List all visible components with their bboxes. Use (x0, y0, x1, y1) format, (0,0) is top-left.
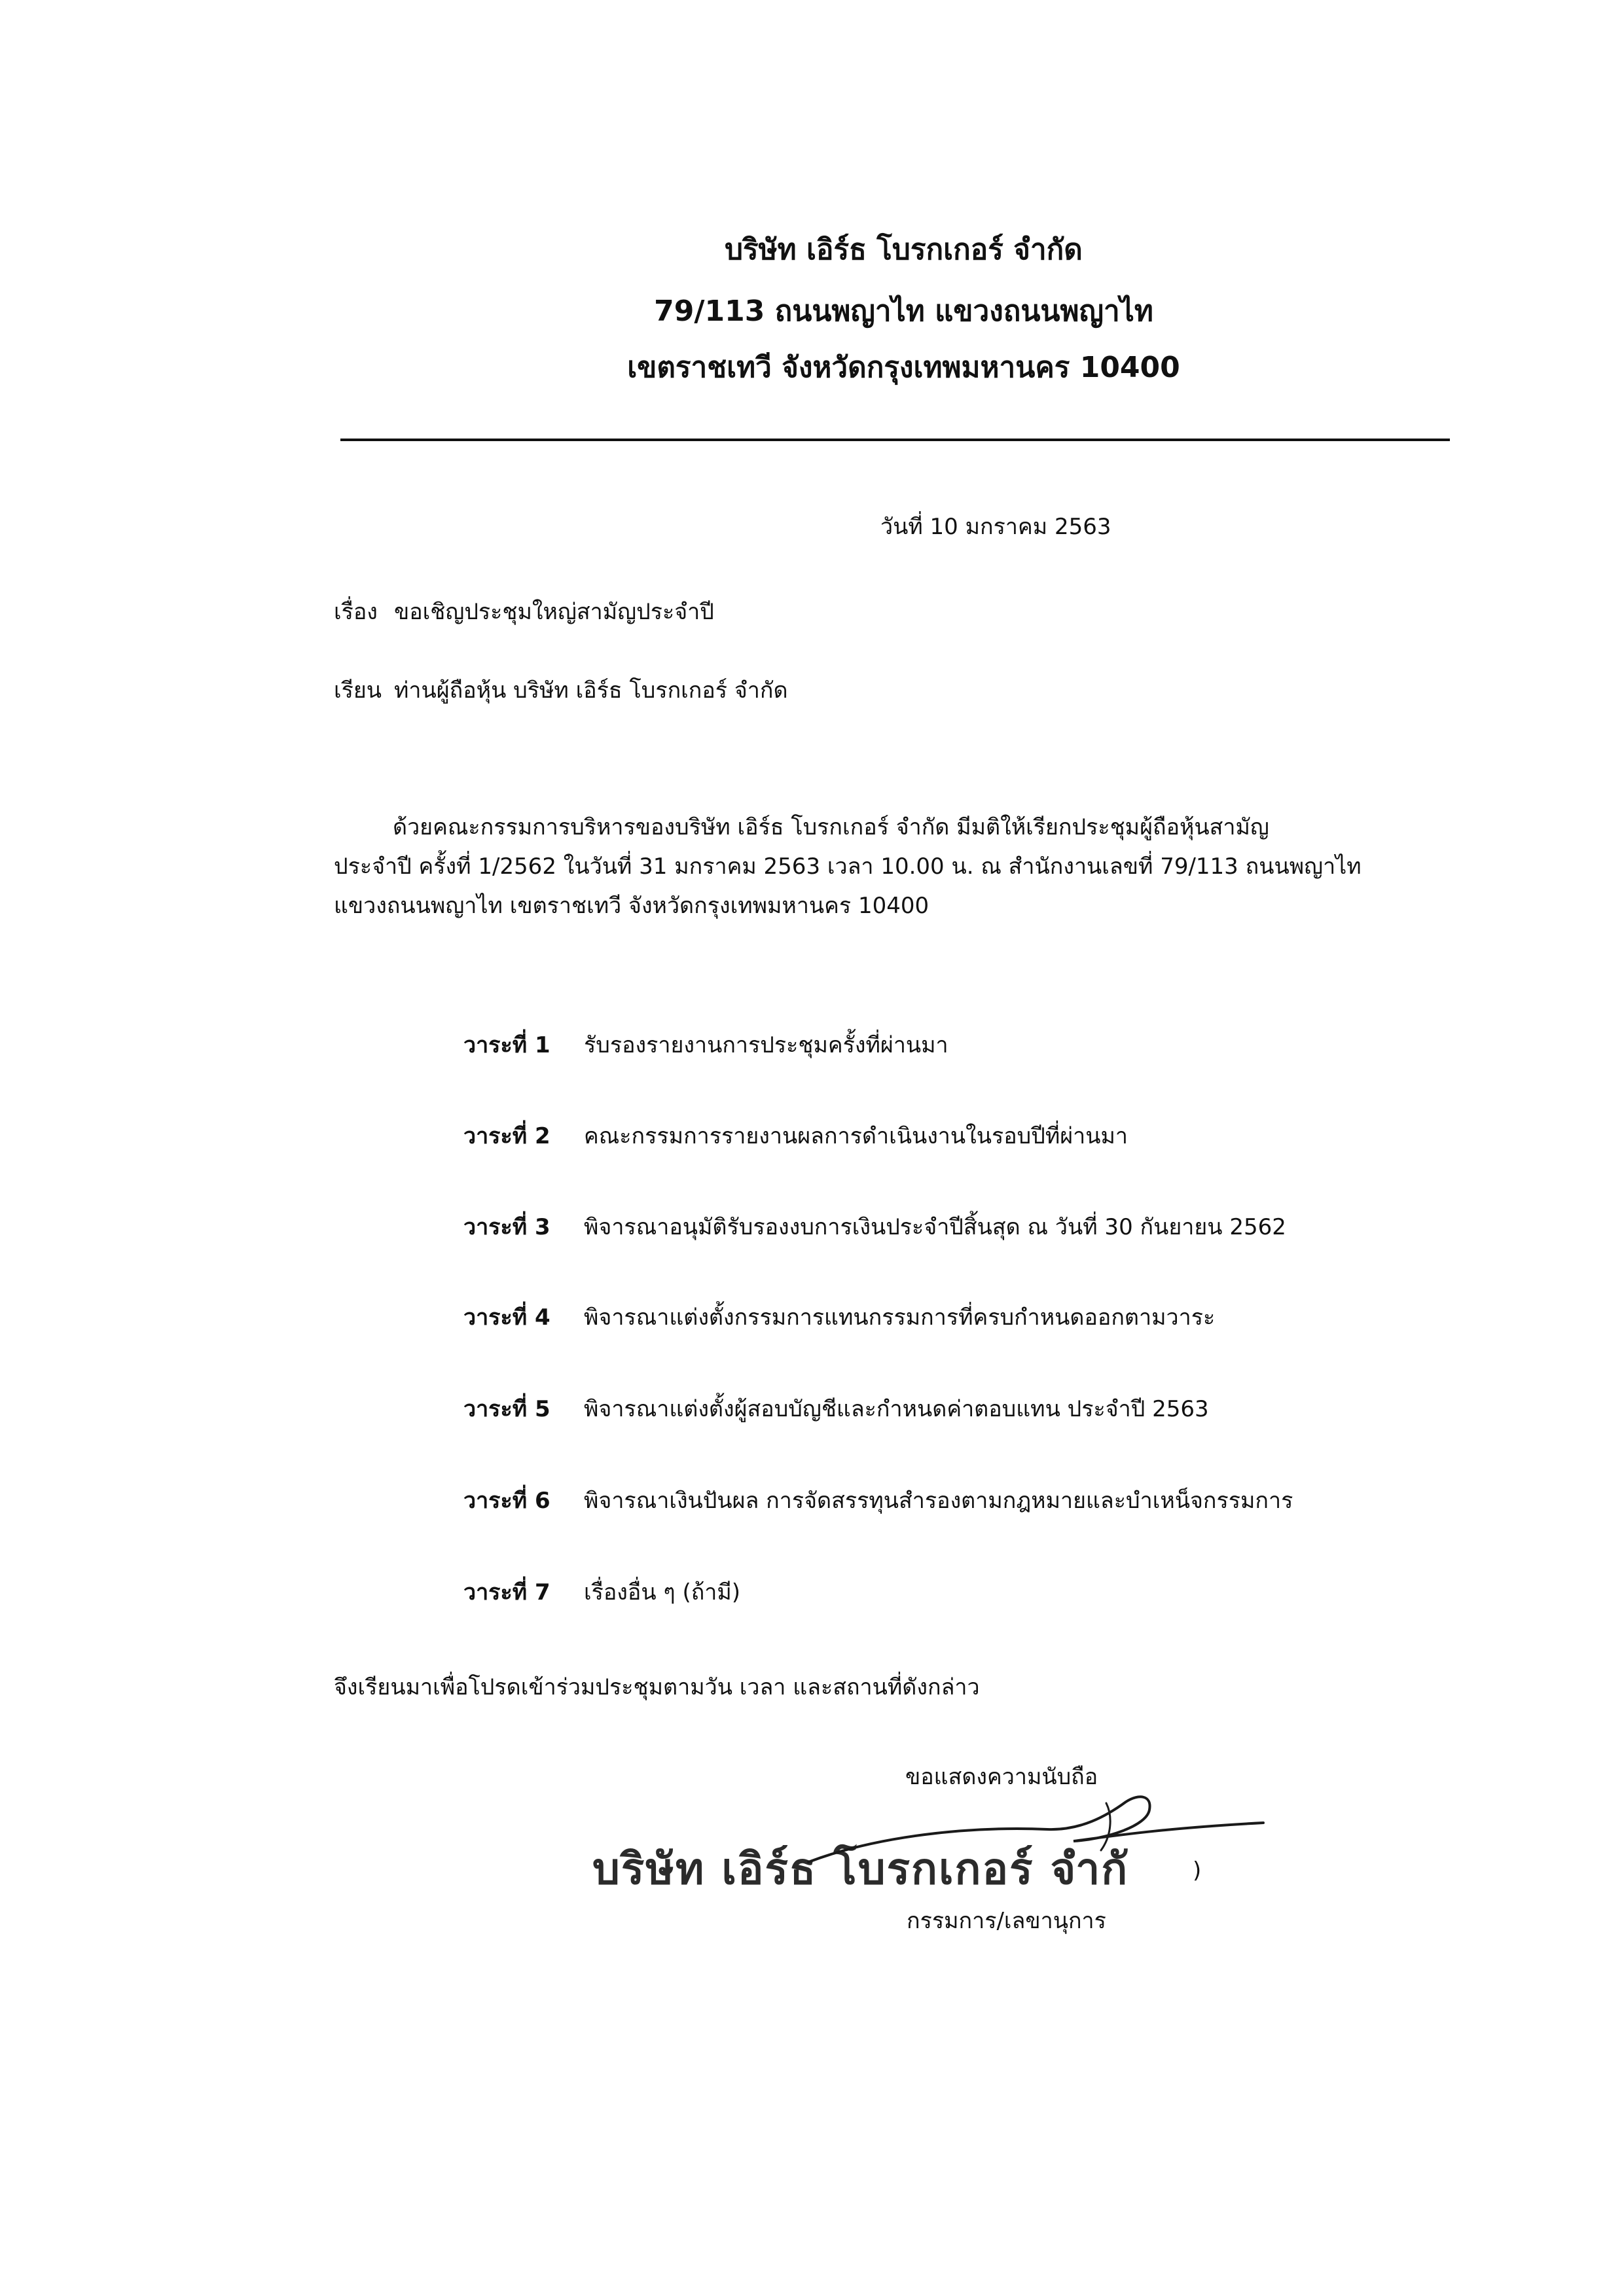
agenda-text: พิจารณาอนุมัติรับรองงบการเงินประจำปีสิ้นสุด ณ วันที่ 30 กันยายน 2562 (584, 1214, 1286, 1240)
recipient-label: เรียน (334, 677, 382, 704)
body-paragraph (334, 808, 1440, 925)
agenda-text: พิจารณาเงินปันผล การจัดสรรทุนสำรองตามกฎหมายและบำเหน็จกรรมการ (584, 1488, 1293, 1514)
agenda-item (463, 1577, 740, 1607)
agenda-item (463, 1394, 1209, 1424)
agenda-text: พิจารณาแต่งตั้งผู้สอบบัญชีและกำหนดค่าตอบแทน ประจำปี 2563 (584, 1396, 1209, 1422)
body-line: ประจำปี ครั้งที่ 1/2562 ในวันที่ 31 มกราคม 2563 เวลา 10.00 น. ณ สำนักงานเลขที่ 79/113 ถนนพญาไท (334, 853, 1362, 880)
agenda-item (463, 1486, 1293, 1516)
signatory-position: กรรมการ/เลขานุการ (907, 1908, 1106, 1934)
subject-line (334, 597, 714, 627)
agenda-item (463, 1302, 1215, 1333)
agenda-number: วาระที่ 1 (463, 1032, 550, 1058)
agenda-text: คณะกรรมการรายงานผลการดำเนินงานในรอบปีที่ผ่านมา (584, 1123, 1128, 1149)
signature-close-paren: ) (1193, 1857, 1202, 1884)
agenda-number: วาระที่ 6 (463, 1488, 550, 1514)
letterhead-company: บริษัท เอิร์ธ โบรกเกอร์ จำกัด (725, 233, 1083, 266)
agenda-number: วาระที่ 3 (463, 1214, 550, 1240)
regards-text: ขอแสดงความนับถือ (905, 1764, 1098, 1790)
body-line: ด้วยคณะกรรมการบริหารของบริษัท เอิร์ธ โบรกเกอร์ จำกัด มีมติให้เรียกประชุมผู้ถือหุ้นสามัญ (393, 814, 1269, 840)
agenda-text: รับรองรายงานการประชุมครั้งที่ผ่านมา (584, 1032, 948, 1058)
subject-label: เรื่อง (334, 599, 378, 625)
agenda-text: เรื่องอื่น ๆ (ถ้ามี) (584, 1579, 741, 1605)
subject-text: ขอเชิญประชุมใหญ่สามัญประจำปี (394, 599, 714, 625)
agenda-item (463, 1121, 1128, 1151)
agenda-item (463, 1030, 948, 1060)
agenda-number: วาระที่ 7 (463, 1579, 550, 1605)
recipient-text: ท่านผู้ถือหุ้น บริษัท เอิร์ธ โบรกเกอร์ จำกัด (394, 677, 788, 704)
body-line: แขวงถนนพญาไท เขตราชเทวี จังหวัดกรุงเทพมหานคร 10400 (334, 893, 929, 919)
closing-sentence: จึงเรียนมาเพื่อโปรดเข้าร่วมประชุมตามวัน เวลา และสถานที่ดังกล่าว (334, 1674, 980, 1700)
agenda-number: วาระที่ 4 (463, 1304, 550, 1331)
company-signature-stamp: บริษัท เอิร์ธ โบรกเกอร์ จำกั (592, 1843, 1129, 1894)
recipient-line (334, 675, 788, 706)
letter-date: วันที่ 10 มกราคม 2563 (880, 514, 1111, 540)
letterhead-divider (340, 439, 1450, 441)
letterhead-address-line1: 79/113 ถนนพญาไท แขวงถนนพญาไท (654, 295, 1153, 328)
agenda-number: วาระที่ 5 (463, 1396, 550, 1422)
agenda-number: วาระที่ 2 (463, 1123, 550, 1149)
agenda-text: พิจารณาแต่งตั้งกรรมการแทนกรรมการที่ครบกำหนดออกตามวาระ (584, 1304, 1216, 1331)
agenda-item (463, 1212, 1286, 1242)
letterhead-address-line2: เขตราชเทวี จังหวัดกรุงเทพมหานคร 10400 (627, 351, 1180, 384)
